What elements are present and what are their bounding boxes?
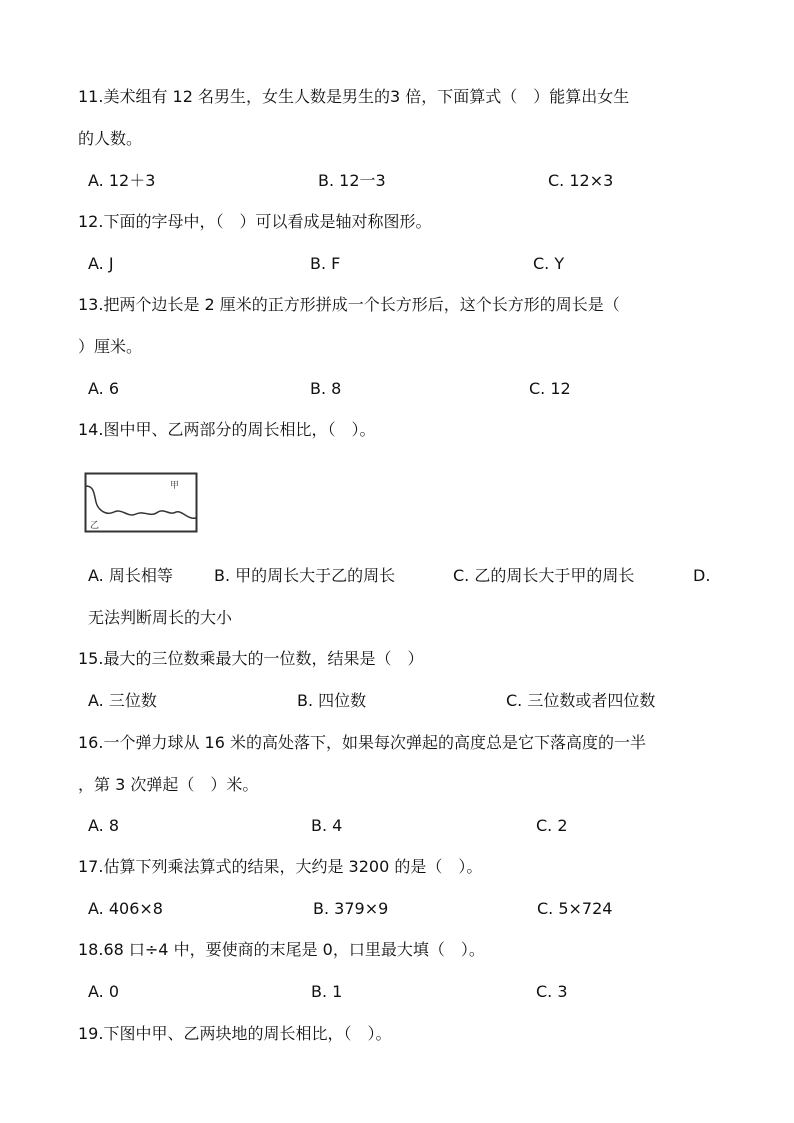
question-16-stem-line-1: 16.一个弹力球从 16 米的高处落下，如果每次弹起的高度总是它下落高度的一半 bbox=[78, 733, 646, 752]
question-11-option-c: C. 12×3 bbox=[548, 171, 614, 190]
question-13-option-a: A. 6 bbox=[88, 379, 120, 398]
figure-dividing-curve bbox=[86, 486, 196, 518]
question-11-stem-line-2: 的人数。 bbox=[78, 129, 143, 148]
question-12-stem: 12.下面的字母中，（ ）可以看成是轴对称图形。 bbox=[78, 212, 432, 231]
question-17-stem: 17.估算下列乘法算式的结果，大约是 3200 的是（ ）。 bbox=[78, 857, 483, 876]
question-13-stem-line-2: ）厘米。 bbox=[78, 337, 143, 356]
question-13-stem-line-1: 13.把两个边长是 2 厘米的正方形拼成一个长方形后，这个长方形的周长是（ bbox=[78, 295, 620, 314]
question-14-option-d-text: 无法判断周长的大小 bbox=[88, 608, 233, 627]
question-11-stem-line-1: 11.美术组有 12 名男生，女生人数是男生的3 倍，下面算式（ ）能算出女生 bbox=[78, 87, 630, 106]
question-16-option-b: B. 4 bbox=[311, 816, 343, 835]
question-11-option-b: B. 12一3 bbox=[318, 171, 386, 190]
question-11-option-a: A. 12＋3 bbox=[88, 171, 156, 190]
question-12-option-b: B. F bbox=[310, 254, 341, 273]
question-14-stem: 14.图中甲、乙两部分的周长相比，（ ）。 bbox=[78, 420, 376, 439]
question-18-option-c: C. 3 bbox=[536, 982, 568, 1001]
figure-outer-rectangle bbox=[86, 474, 197, 532]
question-18-stem: 18.68 口÷4 中，要使商的末尾是 0，口里最大填（ ）。 bbox=[78, 940, 485, 959]
perimeter-comparison-figure bbox=[84, 472, 198, 534]
question-15-option-b: B. 四位数 bbox=[297, 691, 367, 710]
figure-label-yi: 乙 bbox=[90, 521, 100, 531]
question-12-option-a: A. J bbox=[88, 254, 114, 273]
question-14-option-a: A. 周长相等 bbox=[88, 566, 173, 585]
question-17-option-b: B. 379×9 bbox=[313, 899, 389, 918]
question-18-option-b: B. 1 bbox=[311, 982, 343, 1001]
question-15-stem: 15.最大的三位数乘最大的一位数，结果是（ ） bbox=[78, 649, 424, 668]
question-14-option-b: B. 甲的周长大于乙的周长 bbox=[214, 566, 396, 585]
question-19-stem: 19.下图中甲、乙两块地的周长相比，（ ）。 bbox=[78, 1024, 392, 1043]
question-12-option-c: C. Y bbox=[533, 254, 565, 273]
question-13-option-b: B. 8 bbox=[310, 379, 342, 398]
question-14-option-d-label: D. bbox=[693, 566, 711, 585]
question-14-option-c: C. 乙的周长大于甲的周长 bbox=[453, 566, 635, 585]
question-17-option-c: C. 5×724 bbox=[537, 899, 613, 918]
question-15-option-c: C. 三位数或者四位数 bbox=[506, 691, 656, 710]
question-18-option-a: A. 0 bbox=[88, 982, 120, 1001]
question-16-stem-line-2: ，第 3 次弹起（ ）米。 bbox=[78, 775, 259, 794]
question-16-option-c: C. 2 bbox=[536, 816, 568, 835]
figure-label-jia: 甲 bbox=[170, 481, 180, 491]
question-13-option-c: C. 12 bbox=[529, 379, 571, 398]
question-15-option-a: A. 三位数 bbox=[88, 691, 157, 710]
question-16-option-a: A. 8 bbox=[88, 816, 120, 835]
question-17-option-a: A. 406×8 bbox=[88, 899, 163, 918]
